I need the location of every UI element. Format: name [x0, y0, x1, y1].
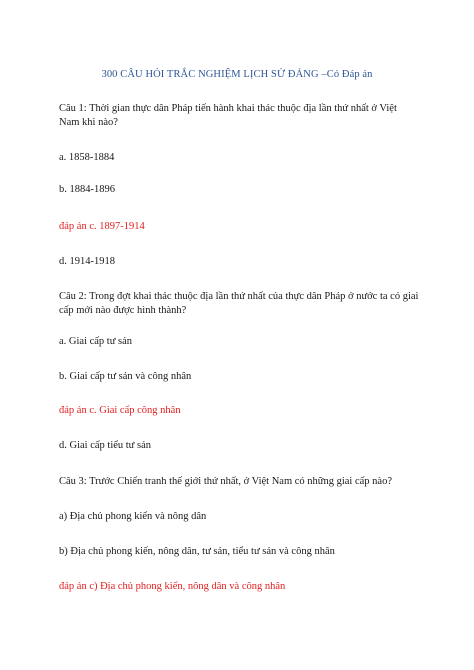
q1-answer-c: đáp án c. 1897-1914 [59, 221, 145, 232]
q3-answer-c: đáp án c) Địa chủ phong kiến, nông dân và công nhân [59, 581, 286, 592]
question-3: Câu 3: Trước Chiến tranh thế giới thứ nhất, ở Việt Nam có những giai cấp nào? [59, 476, 392, 487]
q1-option-a: a. 1858-1884 [59, 152, 115, 163]
q2-option-b: b. Giai cấp tư sản và công nhân [59, 371, 192, 382]
q3-option-b: b) Địa chủ phong kiến, nông dân, tư sản, tiểu tư sản và công nhân [59, 546, 335, 557]
q1-option-d: d. 1914-1918 [59, 256, 115, 267]
document-title: 300 CÂU HỎI TRẮC NGHIỆM LỊCH SỬ ĐẢNG –Có Đáp án [101, 69, 373, 80]
q2-option-a: a. Giai cấp tư sản [59, 336, 133, 347]
q2-answer-c: đáp án c. Giai cấp công nhân [59, 405, 181, 416]
question-1: Câu 1: Thời gian thực dân Pháp tiến hành khai thác thuộc địa lần thứ nhất ở Việt Nam khi nào? [59, 103, 397, 128]
q3-option-a: a) Địa chủ phong kiến và nông dân [59, 511, 207, 522]
q2-option-d: d. Giai cấp tiểu tư sản [59, 440, 151, 451]
q1-option-b: b. 1884-1896 [59, 184, 115, 195]
question-2: Câu 2: Trong đợt khai thác thuộc địa lần thứ nhất của thực dân Pháp ở nước ta có giai cấp mới nào được hình thành? [59, 291, 419, 316]
